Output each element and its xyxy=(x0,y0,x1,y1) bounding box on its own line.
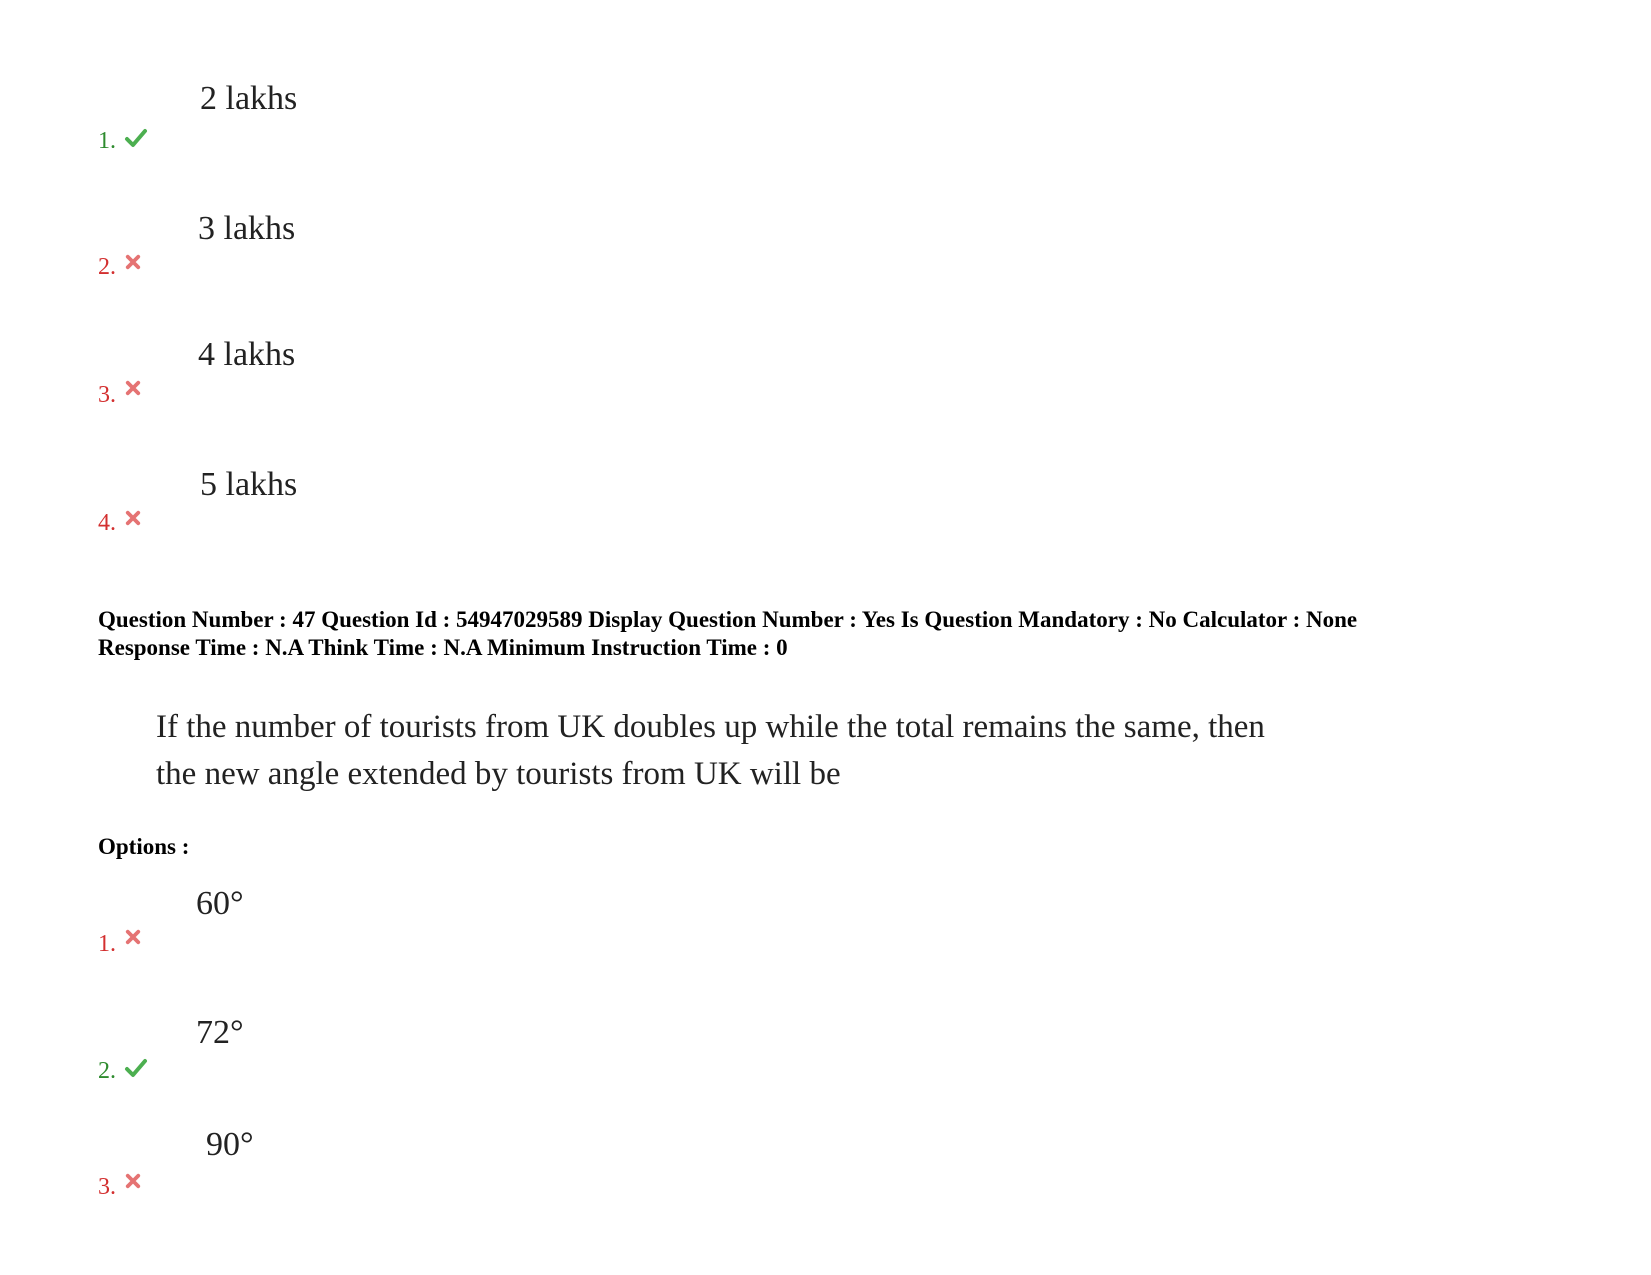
question-text xyxy=(156,704,1456,798)
option-number: 2. xyxy=(98,254,116,280)
option-number: 3. xyxy=(98,382,116,408)
check-icon xyxy=(124,126,148,150)
cross-icon xyxy=(124,379,142,397)
cross-icon xyxy=(124,253,142,271)
option-text: 5 lakhs xyxy=(200,466,298,503)
option-text: 60° xyxy=(196,885,244,922)
question-meta-line-1: Question Number : 47 Question Id : 54947029589 Display Question Number : Yes Is Question Mandatory : No Calculator : None xyxy=(98,607,1358,632)
option-text: 2 lakhs xyxy=(200,80,298,117)
option-number: 1. xyxy=(98,931,116,957)
question-text-line-2: the new angle extended by tourists from UK will be xyxy=(156,756,841,792)
option-text: 90° xyxy=(206,1126,254,1163)
cross-icon xyxy=(124,509,142,527)
question-meta-line-2: Response Time : N.A Think Time : N.A Minimum Instruction Time : 0 xyxy=(98,635,788,660)
option-text: 4 lakhs xyxy=(198,336,296,373)
option-number: 3. xyxy=(98,1174,116,1200)
option-number: 1. xyxy=(98,128,116,154)
option-text: 3 lakhs xyxy=(198,210,296,247)
option-text: 72° xyxy=(196,1014,244,1051)
option-number: 2. xyxy=(98,1058,116,1084)
question-text-line-1: If the number of tourists from UK doubles up while the total remains the same, then xyxy=(156,709,1265,745)
option-number: 4. xyxy=(98,510,116,536)
cross-icon xyxy=(124,928,142,946)
options-label: Options : xyxy=(98,834,190,859)
question-meta xyxy=(98,606,1578,662)
check-icon xyxy=(124,1056,148,1080)
cross-icon xyxy=(124,1172,142,1190)
